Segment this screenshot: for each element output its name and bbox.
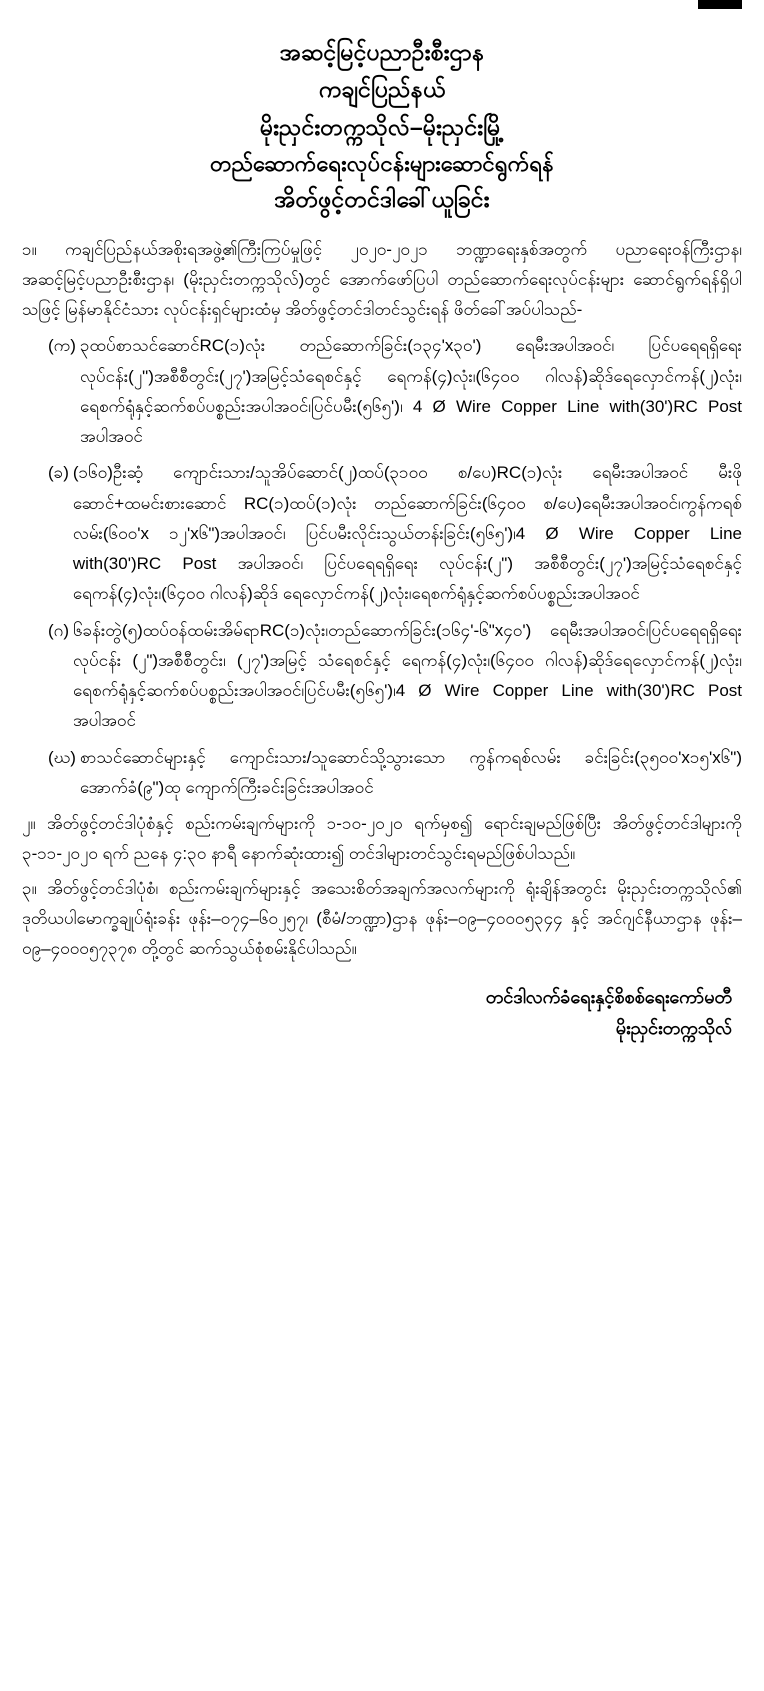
document-body: [22, 235, 742, 965]
header-line-state: ကချင်ပြည်နယ်: [318, 76, 446, 103]
paragraph-clause-3: ၃။ အိတ်ဖွင့်တင်ဒါပုံစံ၊ စည်းကမ်းချက်များနှင့် အသေးစိတ်အချက်အလက်များကို ရုံးချိန်အတွင်း မိုးညှင်းတက္ကသိုလ်၏ ဒုတိယပါမောက္ခချုပ်ရုံးခန်း ဖုန်း–၀၇၄–၆၀၂၅၇၊ (စီမံ/ဘဏ္ဍာ)ဌာန ဖုန်း–၀၉–၄၀၀၀၅၃၄၄ နှင့် အင်ဂျင်နီယာဌာန ဖုန်း–၀၉–၄၀၀၀၅၇၃၇၈ တို့တွင် ဆက်သွယ်စုံစမ်းနိုင်ပါသည်။: [22, 878, 742, 959]
paragraph-clause-2: ၂။ အိတ်ဖွင့်တင်ဒါပုံစံနှင့် စည်းကမ်းချက်များကို ၁-၁၀-၂၀၂၀ ရက်မှစ၍ ရောင်းချမည်ဖြစ်ပြီး အိတ်ဖွင့်တင်ဒါများကို ၃-၁၁-၂၀၂၀ ရက် ညနေ ၄:၃၀ နာရီ နောက်ဆုံးထား၍ တင်ဒါများတင်သွင်းရမည်ဖြစ်ပါသည်။: [22, 814, 742, 864]
signature-institution: မိုးညှင်းတက္ကသိုလ်: [615, 1017, 732, 1038]
header-line-purpose: တည်ဆောက်ရေးလုပ်ငန်းများဆောင်ရွက်ရန်: [210, 150, 554, 176]
list-item-text: စာသင်ဆောင်များနှင့် ကျောင်းသား/သူဆောင်သို့သွားသော ကွန်ကရစ်လမ်း ခင်းခြင်း(၃၅၀၀'x၁၅'x၆") အောက်ခံ(၉")ထု ကျောက်ကြီးခင်းခြင်းအပါအဝင်: [79, 747, 742, 797]
list-item: [22, 458, 742, 609]
document-header: [22, 34, 742, 219]
list-item-label: (က): [48, 336, 76, 356]
list-item: [22, 743, 742, 804]
corner-mark: [698, 0, 742, 9]
signature-committee: တင်ဒါလက်ခံရေးနှင့်စိစစ်ရေးကော်မတီ: [485, 987, 732, 1008]
list-item: [22, 331, 742, 452]
header-line-department: အဆင့်မြင့်ပညာဦးစီးဌာန: [279, 39, 485, 65]
list-item: [22, 616, 742, 737]
header-line-university: မိုးညှင်းတက္ကသိုလ်–မိုးညှင်းမြို့: [259, 113, 505, 140]
list-item-text: (၁၆၀)ဦးဆံ့ ကျောင်းသား/သူအိပ်ဆောင်(၂)ထပ်(၃၁၀၀ စ/ပေ)RC(၁)လုံး ရေမီးအပါအဝင် မီးဖိုဆောင်+ထမင်းစားဆောင် RC(၁)ထပ်(၁)လုံး တည်ဆောက်ခြင်း(၆၄၀၀ စ/ပေ)ရေမီးအပါအဝင်၊ကွန်ကရစ်လမ်း(၆၀၀'x ၁၂'x၆")အပါအဝင်၊ ပြင်ပမီးလိုင်းသွယ်တန်းခြင်း(၅၆၅')၊4 Ø Wire Copper Line with(30')RC Post အပါအဝင်၊ ပြင်ပရေရရှိရေး လုပ်ငန်း(၂") အစီစီတွင်း(၂၇')အမြင့်သံရေစင်နှင့် ရေကန်(၄)လုံး၊(၆၄၀၀ ဂါလန်)ဆိုဒ် ရေလှောင်ကန်(၂)လုံး၊ရေစက်ရုံနှင့်ဆက်စပ်ပစ္စည်းအပါအဝင်: [72, 463, 742, 604]
list-item-label: (ဂ): [48, 620, 70, 640]
header-line-tender-title: အိတ်ဖွင့်တင်ဒါခေါ်ယူခြင်း: [274, 186, 490, 213]
list-item-label: (ဃ): [48, 747, 76, 767]
list-item-label: (ခ): [48, 463, 69, 483]
list-item-text: ၃ထပ်စာသင်ဆောင်RC(၁)လုံး တည်ဆောက်ခြင်း(၁၃၄'x၃၀') ရေမီးအပါအဝင်၊ ပြင်ပရေရရှိရေးလုပ်ငန်း(၂")အစီစီတွင်း(၂၇')အမြင့်သံရေစင်နှင့် ရေကန်(၄)လုံး၊(၆၄၀၀ ဂါလန်)ဆိုဒ်ရေလှောင်ကန်(၂)လုံး၊ ရေစက်ရုံနှင့်ဆက်စပ်ပစ္စည်းအပါအဝင်၊ပြင်ပမီး(၅၆၅')၊ 4 Ø Wire Copper Line with(30')RC Post အပါအဝင်: [79, 336, 742, 447]
signature-block: [22, 982, 742, 1043]
list-item-text: ၆ခန်းတွဲ(၅)ထပ်ဝန်ထမ်းအိမ်ရာRC(၁)လုံး၊တည်ဆောက်ခြင်း(၁၆၄'-၆"x၄၀') ရေမီးအပါအဝင်၊ပြင်ပရေရရှိရေးလုပ်ငန်း (၂")အစီစီတွင်း၊ (၂၇')အမြင့် သံရေစင်နှင့် ရေကန်(၄)လုံး၊(၆၄၀၀ ဂါလန်)ဆိုဒ်ရေလှောင်ကန်(၂)လုံး၊ရေစက်ရုံနှင့်ဆက်စပ်ပစ္စည်းအပါအဝင်၊ပြင်ပမီး(၅၆၅')၊4 Ø Wire Copper Line with(30')RC Post အပါအဝင်: [73, 620, 742, 731]
paragraph-intro: ၁။ ကချင်ပြည်နယ်အစိုးရအဖွဲ့၏ကြီးကြပ်မှုဖြင့် ၂၀၂၀-၂၀၂၁ ဘဏ္ဍာရေးနှစ်အတွက် ပညာရေးဝန်ကြီးဌာန၊ အဆင့်မြင့်ပညာဦးစီးဌာန၊ (မိုးညှင်းတက္ကသိုလ်)တွင် အောက်ဖော်ပြပါ တည်ဆောက်ရေးလုပ်ငန်းများ ဆောင်ရွက်ရန်ရှိပါသဖြင့် မြန်မာနိုင်ငံသား လုပ်ငန်းရှင်များထံမှ အိတ်ဖွင့်တင်ဒါတင်သွင်းရန် ဖိတ်ခေါ်အပ်ပါသည်-: [22, 239, 742, 320]
